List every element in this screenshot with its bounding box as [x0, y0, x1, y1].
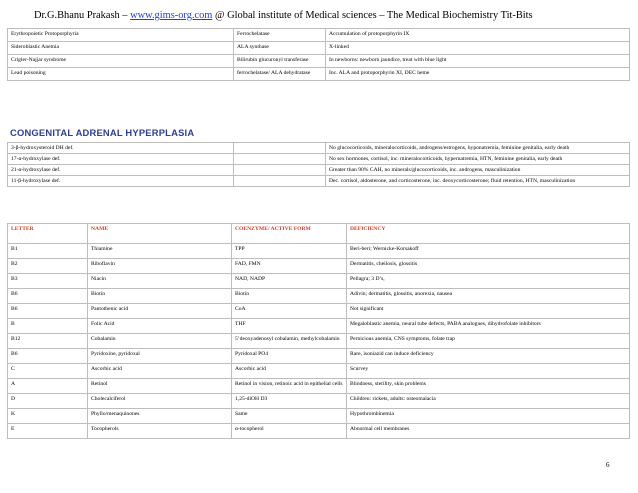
- deficiency-cell: Abnormal cell membranes: [347, 424, 630, 439]
- coenzyme-cell: Same: [232, 409, 347, 424]
- name-cell: Ascorbic acid: [88, 364, 232, 379]
- column-header: NAME: [88, 224, 232, 244]
- letter-cell: B6: [8, 289, 88, 304]
- coenzyme-cell: Pyridoxal PO4: [232, 349, 347, 364]
- table-row: [8, 42, 630, 55]
- table-row: [8, 394, 630, 409]
- header-author: Dr.G.Bhanu Prakash –: [34, 10, 128, 21]
- coenzyme-cell: Retinol in vision, retinoic acid in epithelial cells: [232, 379, 347, 394]
- name-cell: Thiamine: [88, 244, 232, 259]
- table-row: [8, 244, 630, 259]
- deficiency-cell: Scurvey: [347, 364, 630, 379]
- letter-cell: C: [8, 364, 88, 379]
- effect-cell: Dec. cortisol, aldosterone, and corticosterone, inc. deoxycorticosterone; fluid retention, HTN, masculinization: [326, 176, 630, 187]
- table-row: [8, 154, 630, 165]
- table-row: [8, 259, 630, 274]
- table-row: [8, 304, 630, 319]
- letter-cell: B6: [8, 304, 88, 319]
- deficiency-cell: Pellagra; 3 D’s,: [347, 274, 630, 289]
- coenzyme-cell: THF: [232, 319, 347, 334]
- header-row: [8, 224, 630, 244]
- coenzyme-cell: 1,25-diOH D3: [232, 394, 347, 409]
- deficiency-cell: Dermatitis, cheilosis, glossitis: [347, 259, 630, 274]
- disease-cell: Erythropoietic Protoporphyria: [8, 29, 234, 42]
- column-header: COENZYME/ ACTIVE FORM: [232, 224, 347, 244]
- deficiency-cell: Beri-beri; Wernicke-Korsakoff: [347, 244, 630, 259]
- deficiency-cell: Rare, isoniazid can induce deficiency: [347, 349, 630, 364]
- finding-cell: X-linked: [326, 42, 630, 55]
- finding-cell: Accumulation of protoporphyrin IX: [326, 29, 630, 42]
- name-cell: Biotin: [88, 289, 232, 304]
- letter-cell: B: [8, 319, 88, 334]
- letter-cell: B1: [8, 244, 88, 259]
- name-cell: Retinol: [88, 379, 232, 394]
- website-link[interactable]: www.gims-org.com: [130, 10, 213, 21]
- disease-cell: Lead poisoning: [8, 68, 234, 81]
- coenzyme-cell: TPP: [232, 244, 347, 259]
- table-row: [8, 29, 630, 42]
- table-row: [8, 68, 630, 81]
- deficiency-cell: 17-α-hydroxylase def.: [8, 154, 234, 165]
- porphyria-table: [7, 28, 630, 81]
- page-header: [34, 10, 624, 21]
- enzyme-cell: Bilirubin glucuronyl transferase: [234, 55, 326, 68]
- table-row: [8, 55, 630, 68]
- effect-cell: No glucocorticoids, mineralocorticoids, androgens/estrogens, hyponatremia, feminine genitalia, early death: [326, 143, 630, 154]
- enzyme-cell: Ferrochelatase: [234, 29, 326, 42]
- deficiency-cell: Hypothrombinemia: [347, 409, 630, 424]
- deficiency-cell: Children: rickets, adults: osteomalacia: [347, 394, 630, 409]
- table-row: [8, 289, 630, 304]
- column-header: DEFICIENCY: [347, 224, 630, 244]
- blank-cell: [234, 165, 326, 176]
- effect-cell: Greater than 90% CAH, no minerals/glucocorticoids, inc. androgens, masculinization: [326, 165, 630, 176]
- blank-cell: [234, 154, 326, 165]
- deficiency-cell: Not significant: [347, 304, 630, 319]
- letter-cell: K: [8, 409, 88, 424]
- table-row: [8, 143, 630, 154]
- letter-cell: E: [8, 424, 88, 439]
- deficiency-cell: 3-β-hydroxysteroid DH def.: [8, 143, 234, 154]
- disease-cell: Crigler-Najjar syndrome: [8, 55, 234, 68]
- table-row: [8, 379, 630, 394]
- finding-cell: Inc. ALA and protoporphyrin XI, DEC heme: [326, 68, 630, 81]
- deficiency-cell: 21-α-hydroxylase def.: [8, 165, 234, 176]
- page-number: 6: [606, 461, 610, 469]
- column-header: LETTER: [8, 224, 88, 244]
- letter-cell: D: [8, 394, 88, 409]
- coenzyme-cell: NAD, NADP: [232, 274, 347, 289]
- letter-cell: A: [8, 379, 88, 394]
- cah-table: [7, 142, 630, 187]
- letter-cell: B3: [8, 274, 88, 289]
- enzyme-cell: ALA synthase: [234, 42, 326, 55]
- table-row: [8, 424, 630, 439]
- table-row: [8, 409, 630, 424]
- deficiency-cell: Megaloblastic anemia, neural tube defects, PABA analogues, dihydrofolate inhibitors: [347, 319, 630, 334]
- letter-cell: B2: [8, 259, 88, 274]
- name-cell: Folic Acid: [88, 319, 232, 334]
- header-suffix: @ Global institute of Medical sciences – The Medical Biochemistry Tit-Bits: [215, 10, 533, 21]
- vitamin-table: [7, 223, 630, 439]
- blank-cell: [234, 176, 326, 187]
- table-row: [8, 319, 630, 334]
- coenzyme-cell: 5’deoxyadenosyl cobalamin, methylcobalamin: [232, 334, 347, 349]
- table-row: [8, 334, 630, 349]
- disease-cell: Sideroblastic Anemia: [8, 42, 234, 55]
- blank-cell: [234, 143, 326, 154]
- deficiency-cell: Pernicious anemia, CNS symptoms, folate trap: [347, 334, 630, 349]
- name-cell: Cholecalciferol: [88, 394, 232, 409]
- enzyme-cell: ferrochelatase/ ALA dehydratase: [234, 68, 326, 81]
- coenzyme-cell: α-tocopherol: [232, 424, 347, 439]
- coenzyme-cell: Ascorbic acid: [232, 364, 347, 379]
- name-cell: Riboflavin: [88, 259, 232, 274]
- table-row: [8, 274, 630, 289]
- name-cell: Pyridoxine, pyridoxal: [88, 349, 232, 364]
- name-cell: Pantothenic acid: [88, 304, 232, 319]
- deficiency-cell: Blindness, sterility, skin problems: [347, 379, 630, 394]
- table-row: [8, 364, 630, 379]
- deficiency-cell: Adivin; dermatitis, glossitis, anorexia, nausea: [347, 289, 630, 304]
- table-row: [8, 349, 630, 364]
- finding-cell: In newborns: newborn jaundice, treat with blue light: [326, 55, 630, 68]
- coenzyme-cell: CoA: [232, 304, 347, 319]
- letter-cell: B12: [8, 334, 88, 349]
- table-row: [8, 165, 630, 176]
- section-title: CONGENITAL ADRENAL HYPERPLASIA: [10, 127, 195, 138]
- name-cell: Cobalamin: [88, 334, 232, 349]
- coenzyme-cell: FAD, FMN: [232, 259, 347, 274]
- name-cell: Niacin: [88, 274, 232, 289]
- effect-cell: No sex hormones, cortisol, inc. mineralocorticoids, hypernatremia, HTN, feminine genitalia, early death: [326, 154, 630, 165]
- deficiency-cell: 11-β-hydroxylase def.: [8, 176, 234, 187]
- name-cell: Tocopherols: [88, 424, 232, 439]
- table-row: [8, 176, 630, 187]
- coenzyme-cell: Biotin: [232, 289, 347, 304]
- letter-cell: B6: [8, 349, 88, 364]
- name-cell: Phyllo/menaquinones: [88, 409, 232, 424]
